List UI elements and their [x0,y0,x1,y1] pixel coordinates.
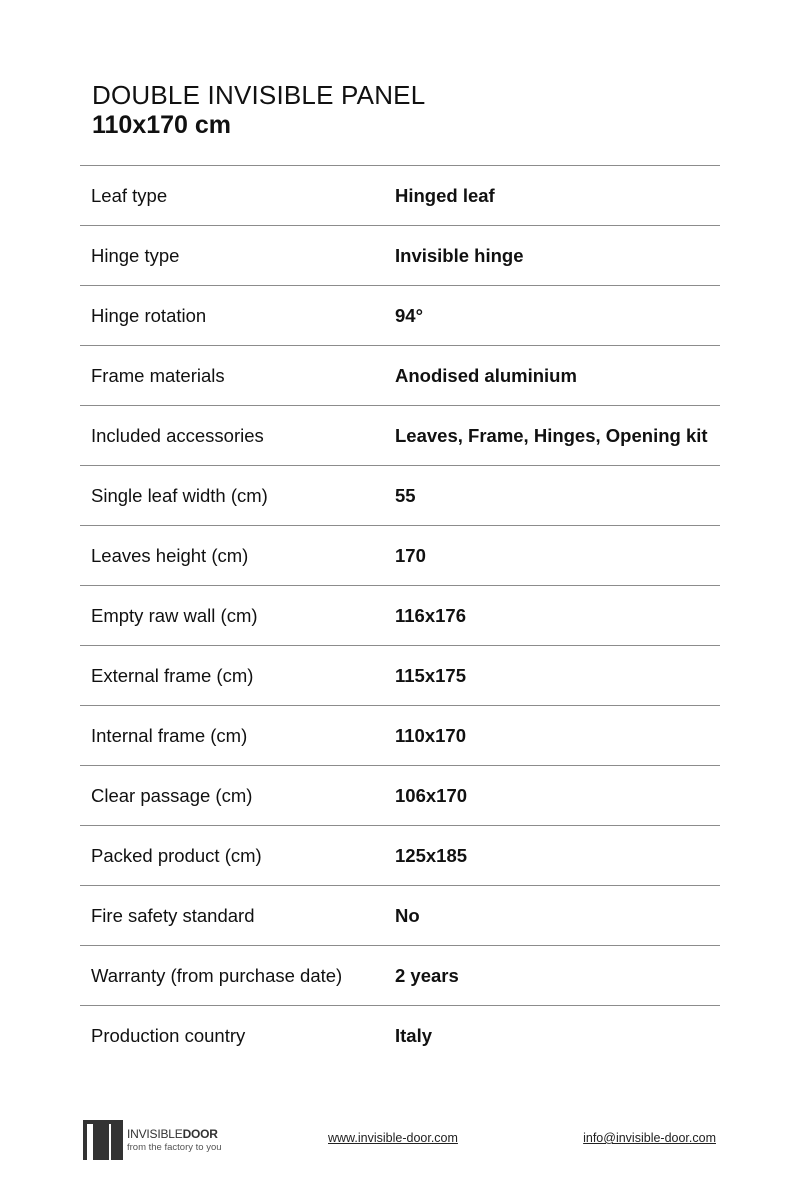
spec-value: Invisible hinge [395,244,524,266]
spec-label: Empty raw wall (cm) [91,604,258,626]
spec-value: 116x176 [395,604,467,626]
page-header [92,80,425,140]
table-row [80,1006,720,1066]
table-row [80,886,720,946]
door-logo-icon [83,1120,123,1160]
logo-brand-bold: DOOR [182,1126,218,1141]
page-subtitle: 110x170 cm [92,111,232,139]
table-row [80,766,720,826]
logo-tagline: from the factory to you [127,1141,222,1153]
spec-label: Single leaf width (cm) [91,484,268,506]
page-footer [0,1115,800,1165]
logo-brand [127,1128,222,1140]
spec-table [80,165,720,1066]
spec-value: Anodised aluminium [395,364,577,386]
page-title: DOUBLE INVISIBLE PANEL [92,80,426,110]
spec-label: Frame materials [91,364,225,386]
brand-logo [83,1120,222,1160]
spec-label: Included accessories [91,424,264,446]
spec-value: 106x170 [395,784,468,806]
email-link[interactable]: info@invisible-door.com [583,1131,716,1145]
spec-value: 115x175 [395,664,467,686]
spec-value: Leaves, Frame, Hinges, Opening kit [395,424,708,446]
table-row [80,526,720,586]
spec-value: 170 [395,544,426,566]
table-row [80,706,720,766]
spec-label: Production country [91,1025,246,1046]
spec-value: Italy [395,1025,433,1046]
spec-label: Warranty (from purchase date) [91,964,343,986]
spec-label: Hinge rotation [91,304,207,326]
spec-label: Clear passage (cm) [91,784,253,806]
spec-value: 94° [395,304,423,326]
website-link[interactable]: www.invisible-door.com [328,1131,458,1145]
spec-label: Internal frame (cm) [91,724,248,746]
spec-value: 125x185 [395,844,468,866]
spec-value: 110x170 [395,724,467,746]
spec-value: 55 [395,484,416,506]
logo-brand-light: INVISIBLE [127,1126,183,1141]
spec-value: Hinged leaf [395,184,495,206]
table-row [80,226,720,286]
table-row [80,346,720,406]
table-row [80,646,720,706]
table-row [80,946,720,1006]
table-row [80,406,720,466]
spec-value: 2 years [395,964,459,986]
spec-label: Packed product (cm) [91,844,262,866]
table-row [80,286,720,346]
spec-label: External frame (cm) [91,664,254,686]
table-row [80,826,720,886]
spec-label: Fire safety standard [91,904,255,926]
logo-text [127,1128,222,1153]
spec-label: Leaf type [91,184,168,206]
table-row [80,586,720,646]
table-row [80,166,720,226]
table-row [80,466,720,526]
spec-value: No [395,904,420,926]
spec-label: Hinge type [91,244,180,266]
spec-label: Leaves height (cm) [91,544,249,566]
